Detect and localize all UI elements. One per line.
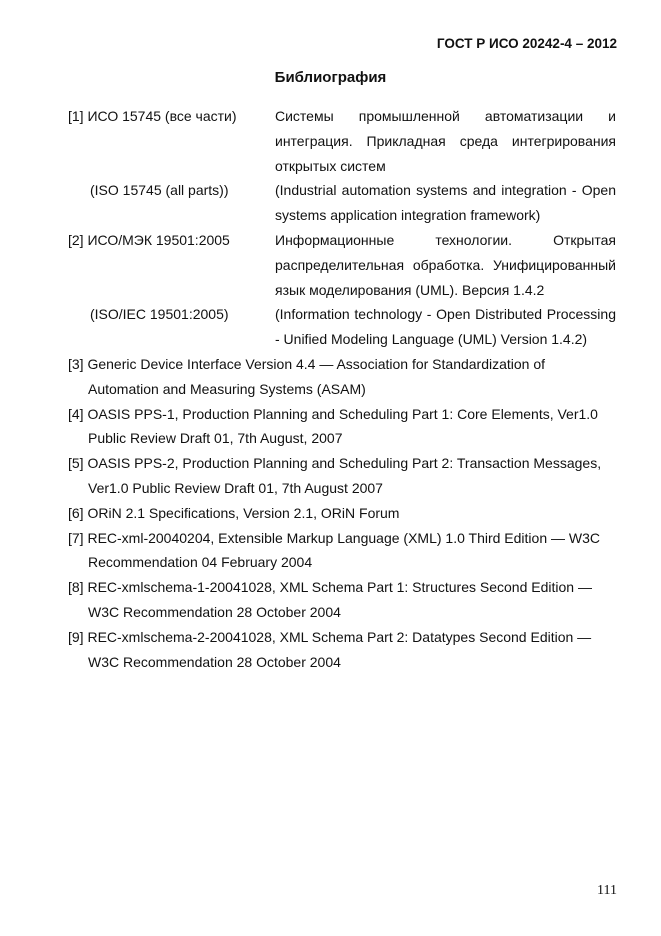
bibliography-entry-1-en	[68, 178, 616, 228]
bibliography-entry-6: [6] ORiN 2.1 Specifications, Version 2.1, ORiN Forum	[68, 504, 400, 521]
entry-text: Информационные технологии. Открытая распределительная обработка. Унифицированный язык моделирования (UML). Версия 1.4.2	[275, 231, 616, 298]
entry-label: (ISO/IEC 19501:2005)	[90, 306, 229, 323]
bibliography-entry-2-en	[68, 302, 616, 352]
bibliography-entry-2-ru	[68, 228, 616, 302]
entry-label: [2] ИСО/МЭК 19501:2005	[68, 231, 230, 248]
entry-label: (ISO 15745 (all parts))	[90, 182, 229, 199]
page-number: 111	[597, 883, 617, 898]
document-header: ГОСТ Р ИСО 20242-4 – 2012	[436, 36, 617, 51]
bibliography-list	[68, 104, 616, 674]
entry-text: (Industrial automation systems and integration - Open systems application integration framework)	[275, 182, 616, 224]
bibliography-entry-1-ru	[68, 104, 616, 178]
bibliography-entry-5: [5] OASIS PPS-2, Production Planning and Scheduling Part 2: Transaction Messages, Ver1.0 Public Review Draft 01, 7th August 2007	[68, 455, 602, 496]
entry-text: (Information technology - Open Distributed Processing - Unified Modeling Language (UML) Version 1.4.2)	[275, 306, 616, 348]
bibliography-entry-3: [3] Generic Device Interface Version 4.4 — Association for Standardization of Automation and Measuring Systems (ASAM)	[68, 355, 546, 397]
bibliography-entry-7: [7] REC-xml-20040204, Extensible Markup Language (XML) 1.0 Third Edition — W3C Recommendation 04 February 2004	[68, 529, 600, 571]
page-title: Библиография	[274, 69, 387, 86]
entry-text: Системы промышленной автоматизации и интеграция. Прикладная среда интегрирования открытых систем	[275, 108, 616, 174]
entry-label: [1] ИСО 15745 (все части)	[68, 108, 237, 124]
bibliography-entry-9: [9] REC-xmlschema-2-20041028, XML Schema Part 2: Datatypes Second Edition — W3C Recommendation 28 October 2004	[68, 628, 592, 670]
bibliography-entry-8: [8] REC-xmlschema-1-20041028, XML Schema Part 1: Structures Second Edition — W3C Recommendation 28 October 2004	[68, 579, 592, 620]
bibliography-entry-4: [4] OASIS PPS-1, Production Planning and Scheduling Part 1: Core Elements, Ver1.0 Public Review Draft 01, 7th August, 2007	[68, 405, 598, 447]
